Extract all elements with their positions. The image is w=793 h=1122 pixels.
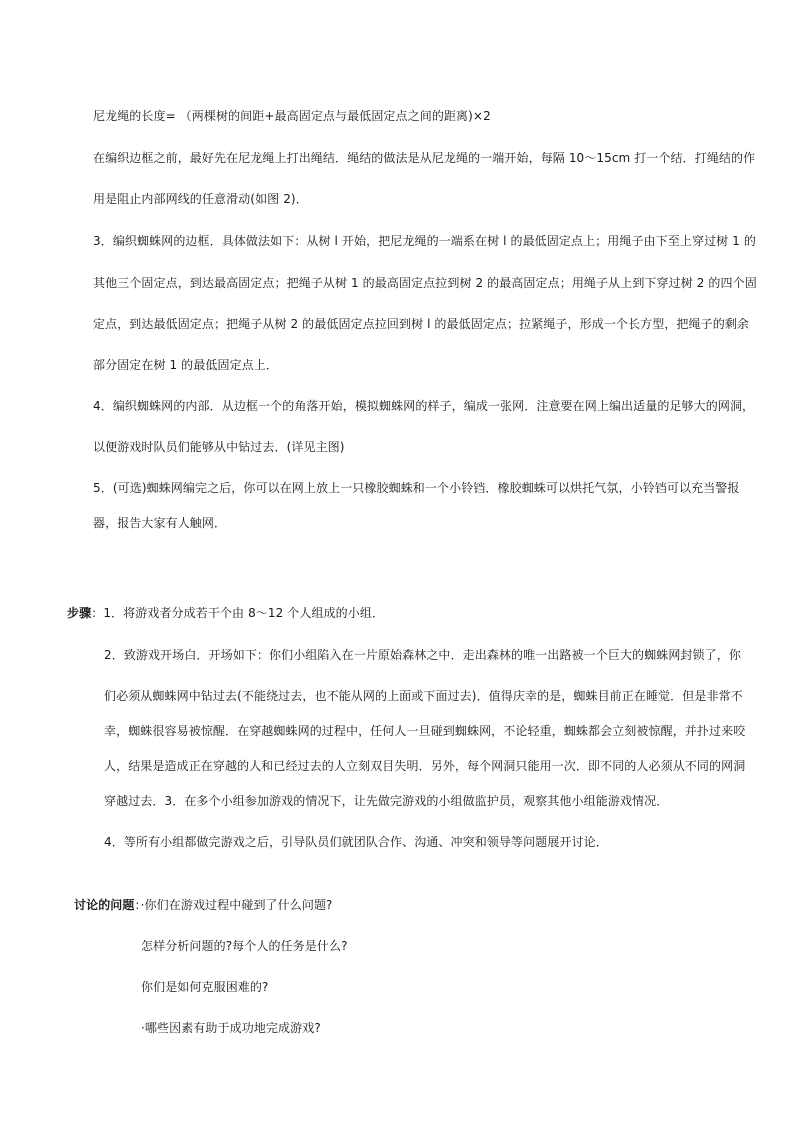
paragraph-line: 部分固定在树 1 的最低固定点上． [93,358,278,372]
steps-colon: ： [91,606,104,620]
paragraph-line: 4．等所有小组都做完游戏之后，引导队员们就团队合作、沟通、冲突和领导等问题展开讨论． [104,835,608,849]
paragraph-line: 3．编织蜘蛛网的边框．具体做法如下：从树 l 开始，把尼龙绳的一端系在树 l 的最低固定点上；用绳子由下至上穿过树 1 的 [93,234,756,248]
rope-length-formula: 尼龙绳的长度= （两棵树的间距+最高固定点与最低固定点之间的距离)×2 [93,109,491,123]
paragraph-line: 在编织边框之前，最好先在尼龙绳上打出绳结．绳结的做法是从尼龙绳的一端开始，每隔 10～15cm 打一个结．打绳结的作 [93,151,756,165]
paragraph-line: 5．(可选)蜘蛛网编完之后，你可以在网上放上一只橡胶蜘蛛和一个小铃铛．橡胶蜘蛛可以烘托气氛，小铃铛可以充当警报 [93,481,740,495]
paragraph-line: 人，结果是造成正在穿越的人和已经过去的人立刻双目失明．另外，每个网洞只能用一次．即不同的人必须从不同的网洞 [104,759,746,773]
paragraph-line: 幸，蜘蛛很容易被惊醒．在穿越蜘蛛网的过程中，任何人一旦碰到蜘蛛网，不论轻重，蜘蛛都会立刻被惊醒，并扑过来咬 [104,724,746,738]
paragraph-line: 其他三个固定点，到达最高固定点；把绳子从树 1 的最高固定点拉到树 2 的最高固定点；用绳子从上到下穿过树 2 的四个固 [93,276,757,290]
steps-label: 步骤 [67,606,92,620]
paragraph-line: 用是阻止内部网线的任意滑动(如图 2)． [93,192,308,206]
discussion-question: ·哪些因素有助于成功地完成游戏? [141,1021,321,1035]
discussion-label: 讨论的问题 [74,898,135,912]
step-1: 1．将游戏者分成若干个由 8～12 个人组成的小组． [103,606,385,620]
discussion-question: 你们是如何克服困难的? [141,980,269,994]
discussion-question: ·你们在游戏过程中碰到了什么问题? [140,898,333,912]
paragraph-line: 定点，到达最低固定点；把绳子从树 2 的最低固定点拉回到树 l 的最低固定点；拉紧绳子，形成一个长方型，把绳子的剩余 [93,317,750,331]
paragraph-line: 以便游戏时队员们能够从中钻过去．(详见主图) [93,440,345,454]
discussion-colon: ： [134,898,141,912]
discussion-first-line [74,897,333,913]
paragraph-line: 2．致游戏开场白．开场如下：你们小组陷入在一片原始森林之中．走出森林的唯一出路被一个巨大的蜘蛛网封锁了，你 [104,648,741,662]
discussion-question: 怎样分析问题的?每个人的任务是什么? [141,939,348,953]
paragraph-line: 们必须从蜘蛛网中钻过去(不能绕过去，也不能从网的上面或下面过去)．值得庆幸的是，蜘蛛目前正在睡觉．但是非常不 [104,689,743,703]
paragraph-line: 4．编织蜘蛛网的内部．从边框一个的角落开始，模拟蜘蛛网的样子，编成一张网．注意要在网上编出适量的足够大的网洞， [93,399,755,413]
steps-first-line [67,605,384,621]
paragraph-line: 穿越过去．3．在多个小组参加游戏的情况下，让先做完游戏的小组做监护员，观察其他小组能游戏情况． [104,794,669,808]
paragraph-line: 器，报告大家有人触网． [93,516,227,530]
